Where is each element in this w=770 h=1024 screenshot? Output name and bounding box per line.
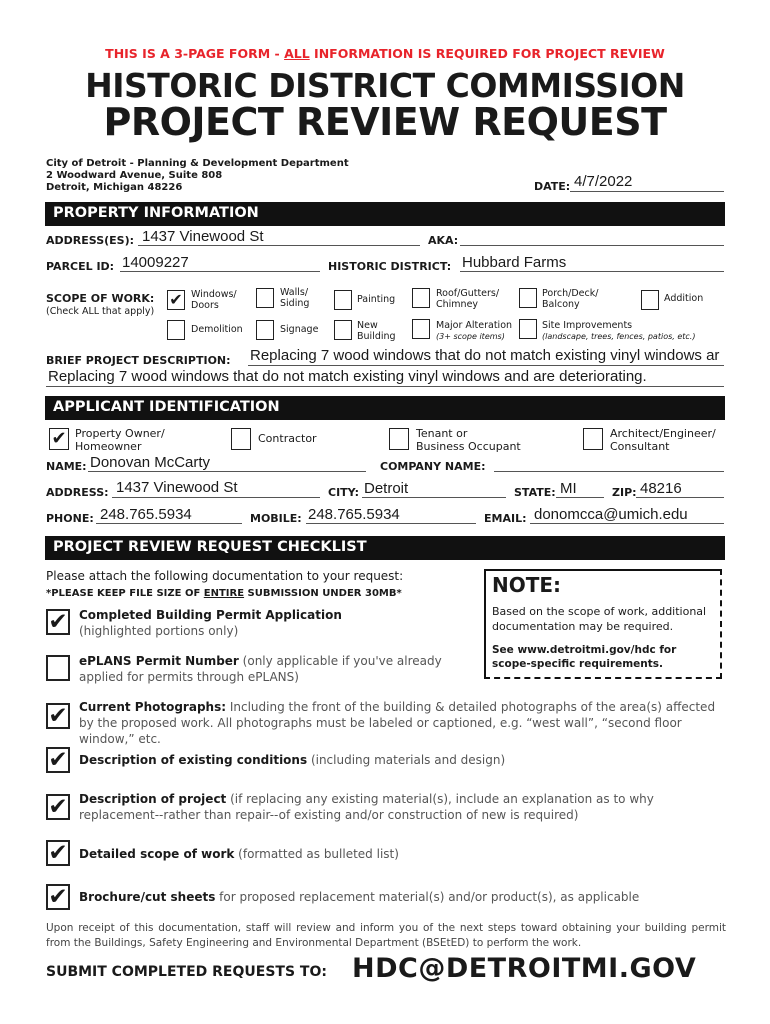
footer-instructions: Upon receipt of this documentation, staff will review and inform you of the next steps toward obtaining your building permit from the Buildings, Safety Engineering and Environmental Department (BSEtED) to perform the work. — [46, 922, 726, 949]
note-title: NOTE: — [492, 573, 562, 597]
checklist-item-eplans: ePLANS Permit Number (only applicable if you've already applied for permits through ePLANS) — [79, 654, 442, 684]
checklist-checkbox-permit-application[interactable]: ✔ — [46, 609, 70, 635]
scope-major-alteration-label: Major Alteration (3+ scope items) — [436, 320, 513, 341]
scope-signage-checkbox[interactable] — [256, 320, 274, 340]
district-line — [460, 271, 724, 272]
scope-addition-label: Addition — [664, 293, 704, 304]
brief-line2 — [46, 386, 724, 387]
scope-label: SCOPE OF WORK: — [46, 292, 155, 305]
parcel-line — [120, 271, 320, 272]
checklist-checkbox-eplans[interactable] — [46, 655, 70, 681]
scope-demolition-checkbox[interactable] — [167, 320, 185, 340]
property-address-field[interactable]: 1437 Vinewood St — [142, 228, 264, 245]
city-line — [362, 497, 506, 498]
owner-label: Property Owner/ Homeowner — [75, 427, 165, 453]
checklist-checkbox-scope-of-work[interactable]: ✔ — [46, 840, 70, 866]
applicant-address-field[interactable]: 1437 Vinewood St — [116, 479, 238, 496]
scope-windows-label: Windows/ Doors — [191, 289, 237, 311]
scope-new-building-checkbox[interactable] — [334, 320, 352, 340]
scope-demolition-label: Demolition — [191, 324, 243, 335]
email-field[interactable]: donomcca@umich.edu — [534, 506, 688, 523]
section-header-applicant: APPLICANT IDENTIFICATION — [45, 396, 725, 420]
note-text: Based on the scope of work, additional documentation may be required. — [492, 605, 707, 633]
mobile-field[interactable]: 248.765.5934 — [308, 506, 400, 523]
email-line — [530, 523, 724, 524]
form-notice: THIS IS A 3-PAGE FORM - ALL INFORMATION IS REQUIRED FOR PROJECT REVIEW — [105, 46, 665, 61]
checklist-checkbox-project-description[interactable]: ✔ — [46, 794, 70, 820]
company-field[interactable] — [494, 471, 724, 472]
scope-new-building-label: New Building — [357, 320, 396, 342]
scope-major-alteration-checkbox[interactable] — [412, 319, 430, 339]
scope-porch-checkbox[interactable] — [519, 288, 537, 308]
aka-field[interactable] — [460, 245, 724, 246]
city-label: CITY: — [328, 486, 360, 499]
state-label: STATE: — [514, 486, 556, 499]
brief-description-field-line1[interactable]: Replacing 7 wood windows that do not match existing vinyl windows ar — [250, 347, 720, 364]
date-label: DATE: — [534, 180, 571, 193]
aka-label: AKA: — [428, 234, 459, 247]
district-label: HISTORIC DISTRICT: — [328, 260, 452, 273]
scope-signage-label: Signage — [280, 324, 319, 335]
parcel-id-field[interactable]: 14009227 — [122, 254, 189, 271]
applicant-address-label: ADDRESS: — [46, 486, 109, 499]
scope-porch-label: Porch/Deck/ Balcony — [542, 288, 599, 310]
city-field[interactable]: Detroit — [364, 480, 409, 497]
scope-roof-checkbox[interactable] — [412, 288, 430, 308]
department-address: City of Detroit - Planning & Development Department 2 Woodward Avenue, Suite 808 Detroit, Michigan 48226 — [46, 158, 349, 193]
scope-walls-checkbox[interactable] — [256, 288, 274, 308]
brief-line1 — [248, 365, 724, 366]
checklist-item-brochure: Brochure/cut sheets for proposed replacement material(s) and/or product(s), as applicable — [79, 890, 640, 904]
address-label: ADDRESS(ES): — [46, 234, 134, 247]
form-title-line2: PROJECT REVIEW REQUEST — [103, 100, 667, 144]
company-label: COMPANY NAME: — [380, 460, 486, 473]
brief-description-label: BRIEF PROJECT DESCRIPTION: — [46, 354, 231, 367]
phone-line — [96, 523, 242, 524]
checklist-item-photographs: Current Photographs: Including the front of the building & detailed photographs of the area(s) affected by the proposed work. All photographs must be labeled or captioned, e.g. “west wall”, “second floor window,” etc. — [79, 700, 716, 746]
architect-checkbox[interactable] — [583, 428, 603, 450]
tenant-label: Tenant or Business Occupant — [416, 427, 521, 453]
checklist-item-scope-of-work: Detailed scope of work (formatted as bulleted list) — [79, 847, 399, 861]
tenant-checkbox[interactable] — [389, 428, 409, 450]
scope-painting-checkbox[interactable] — [334, 290, 352, 310]
parcel-label: PARCEL ID: — [46, 260, 115, 273]
date-line — [570, 191, 724, 192]
section-header-property: PROPERTY INFORMATION — [45, 202, 725, 226]
phone-field[interactable]: 248.765.5934 — [100, 506, 192, 523]
checklist-checkbox-existing-conditions[interactable]: ✔ — [46, 747, 70, 773]
mobile-label: MOBILE: — [250, 512, 302, 525]
scope-site-improvements-label: Site Improvements (landscape, trees, fences, patios, etc.) — [542, 320, 696, 341]
name-label: NAME: — [46, 460, 87, 473]
checklist-item-permit-application: Completed Building Permit Application (highlighted portions only) — [79, 608, 342, 638]
applicant-name-field[interactable]: Donovan McCarty — [90, 454, 211, 471]
mobile-line — [306, 523, 476, 524]
name-line — [88, 471, 366, 472]
scope-windows-checkbox[interactable]: ✔ — [167, 290, 185, 310]
historic-district-field[interactable]: Hubbard Farms — [462, 254, 567, 271]
architect-label: Architect/Engineer/ Consultant — [610, 427, 716, 453]
note-link-text: See www.detroitmi.gov/hdc for scope-specific requirements. — [492, 644, 677, 670]
file-size-note: *PLEASE KEEP FILE SIZE OF ENTIRE SUBMISSION UNDER 30MB* — [46, 588, 402, 599]
zip-label: ZIP: — [612, 486, 637, 499]
section-header-checklist: PROJECT REVIEW REQUEST CHECKLIST — [45, 536, 725, 560]
scope-walls-label: Walls/ Siding — [280, 287, 310, 309]
submit-email-link[interactable]: HDC@DETROITMI.GOV — [352, 953, 697, 984]
applicant-address-line — [112, 497, 320, 498]
scope-addition-checkbox[interactable] — [641, 290, 659, 310]
checklist-item-existing-conditions: Description of existing conditions (including materials and design) — [79, 753, 506, 767]
phone-label: PHONE: — [46, 512, 94, 525]
zip-line — [636, 497, 724, 498]
email-label: EMAIL: — [484, 512, 527, 525]
brief-description-field-line2[interactable]: Replacing 7 wood windows that do not match existing vinyl windows and are deteriorating. — [48, 368, 647, 385]
zip-field[interactable]: 48216 — [640, 480, 682, 497]
submit-label: SUBMIT COMPLETED REQUESTS TO: — [46, 964, 327, 980]
checklist-checkbox-brochure[interactable]: ✔ — [46, 884, 70, 910]
contractor-checkbox[interactable] — [231, 428, 251, 450]
scope-painting-label: Painting — [357, 294, 396, 305]
date-field[interactable]: 4/7/2022 — [574, 173, 633, 190]
state-line — [556, 497, 604, 498]
scope-roof-label: Roof/Gutters/ Chimney — [436, 288, 500, 310]
checklist-checkbox-photographs[interactable]: ✔ — [46, 703, 70, 729]
state-field[interactable]: MI — [560, 480, 577, 497]
scope-note: (Check ALL that apply) — [46, 306, 155, 317]
checklist-item-project-description: Description of project (if replacing any existing material(s), include an explanation as to why replacement--rather than repair--of existing and/or construction of new is required) — [79, 792, 654, 822]
scope-site-improvements-checkbox[interactable] — [519, 319, 537, 339]
owner-checkbox[interactable]: ✔ — [49, 428, 69, 450]
contractor-label: Contractor — [258, 432, 317, 445]
checklist-intro: Please attach the following documentation to your request: — [46, 569, 404, 583]
form-title-line1: HISTORIC DISTRICT COMMISSION — [85, 66, 685, 105]
address-line — [138, 245, 420, 246]
